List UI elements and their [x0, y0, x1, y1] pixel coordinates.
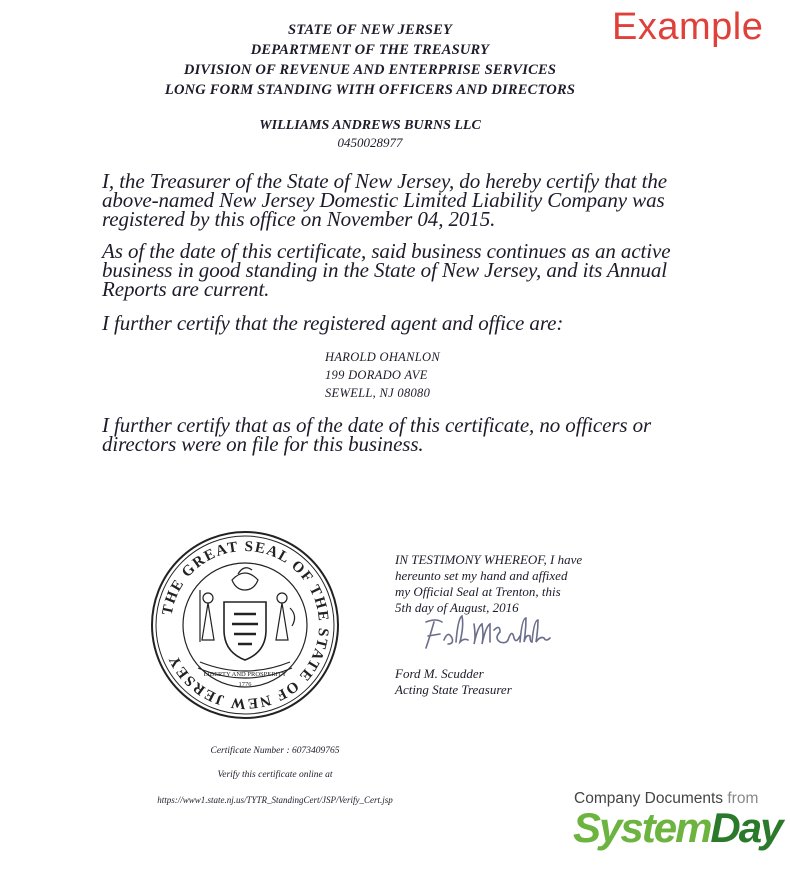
testimony-line: hereunto set my hand and affixed — [395, 568, 568, 583]
logo-part-day: Day — [710, 804, 782, 851]
great-seal-icon — [150, 530, 340, 725]
agent-street: 199 DORADO AVE — [325, 368, 428, 382]
signer-title: Acting State Treasurer — [395, 682, 512, 697]
seal-year: 1776 — [238, 681, 252, 688]
paragraph-good-standing — [102, 239, 692, 301]
company-id: 0450028977 — [337, 135, 403, 150]
header-line-division: DIVISION OF REVENUE AND ENTERPRISE SERVICES — [183, 62, 557, 78]
signer-block — [395, 666, 512, 698]
testimony-line: my Official Seal at Trenton, this — [395, 584, 561, 599]
paragraph-line: I further certify that the registered agent and office are: — [102, 311, 564, 335]
certificate-number: Certificate Number : 6073409765 — [210, 746, 340, 756]
header-line-state: STATE OF NEW JERSEY — [287, 22, 453, 38]
paragraph-line: Reports are current. — [102, 277, 270, 301]
testimony-line: 5th day of August, 2016 — [395, 600, 519, 615]
testimony-line: IN TESTIMONY WHEREOF, I have — [395, 552, 583, 567]
certificate-verify-text: Verify this certificate online at — [217, 770, 333, 780]
example-watermark: Example — [612, 6, 764, 48]
paragraph-registration — [102, 169, 692, 231]
testimony-block — [395, 552, 582, 616]
paragraph-registered-agent — [102, 311, 692, 335]
paragraph-line: business in good standing in the State of New Jersey, and its Annual — [102, 258, 668, 282]
logo-part-system: System — [573, 804, 711, 851]
systemday-logo — [573, 804, 781, 852]
paragraph-line: directors were on file for this business. — [102, 432, 424, 456]
paragraph-line: As of the date of this certificate, said business continues as an active — [102, 239, 671, 263]
branding-line: Company Documents — [574, 790, 724, 807]
seal-banner-text: LIBERTY AND PROSPERITY — [203, 671, 287, 678]
document-header — [150, 20, 590, 100]
paragraph-line: I further certify that as of the date of this certificate, no officers or — [102, 413, 652, 437]
paragraph-officers — [102, 413, 692, 456]
header-line-form-title: LONG FORM STANDING WITH OFFICERS AND DIRECTORS — [164, 82, 576, 98]
seal-ring-text: THE GREAT SEAL OF THE STATE OF NEW JERSEY — [159, 538, 332, 712]
agent-city: SEWELL, NJ 08080 — [325, 386, 431, 400]
certificate-verify-url[interactable]: https://www1.state.nj.us/TYTR_StandingCert/JSP/Verify_Cert.jsp — [157, 795, 393, 805]
signer-name: Ford M. Scudder — [395, 666, 484, 681]
registered-agent-block — [325, 348, 440, 402]
signature-icon — [420, 612, 555, 663]
paragraph-line: above-named New Jersey Domestic Limited Liability Company was — [102, 188, 665, 212]
header-line-department: DEPARTMENT OF THE TREASURY — [250, 42, 490, 58]
paragraph-line: I, the Treasurer of the State of New Jersey, do hereby certify that the — [102, 169, 668, 193]
paragraph-line: registered by this office on November 04, 2015. — [102, 207, 496, 231]
agent-name: HAROLD OHANLON — [325, 350, 440, 364]
branding-from: from — [727, 790, 759, 807]
company-name: WILLIAMS ANDREWS BURNS LLC — [259, 118, 481, 133]
